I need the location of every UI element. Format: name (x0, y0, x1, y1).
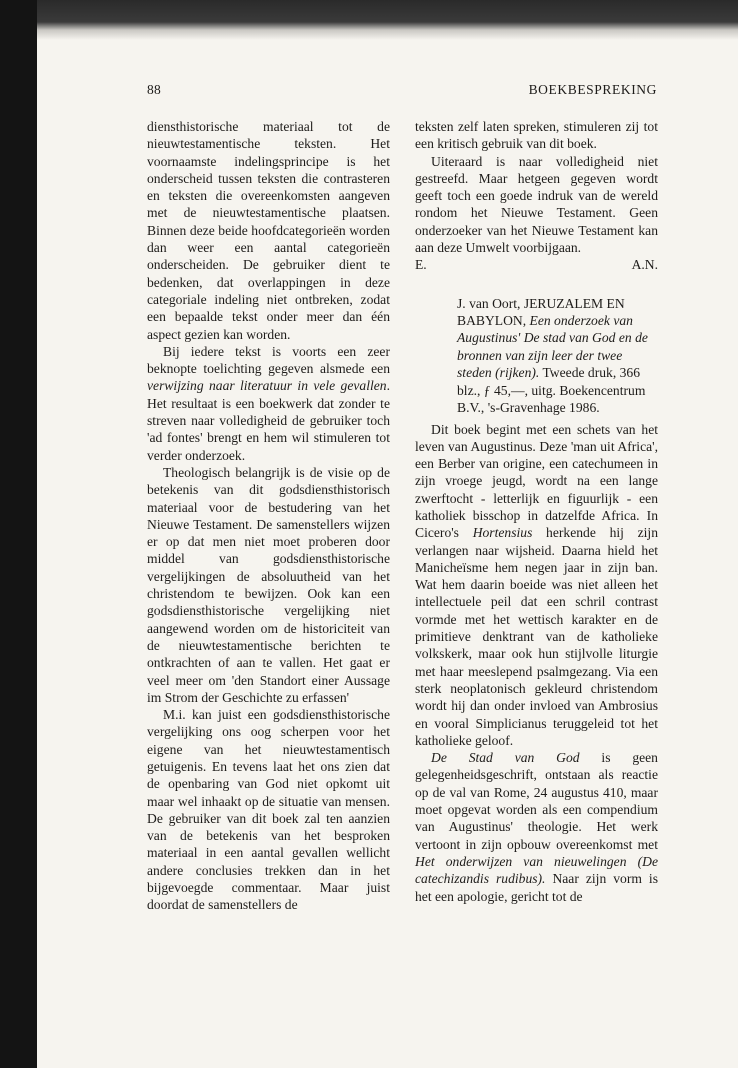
work-title-catechizandis: Het onderwijzen van nieuwelingen (De catechizandis rudibus). (415, 853, 658, 887)
signature-initial-right: A.N. (631, 257, 658, 273)
running-head: BOEKBESPREKING (528, 82, 657, 97)
right-paragraph-2: Uiteraard is naar volledigheid niet gestreefd. Maar hetgeen gegeven wordt geeft toch een goede indruk van de wereld rondom het Nieuwe Testament. Geen onderzoeker van het Nieuwe Testament kan aan deze Umwelt voorbijgaan. (415, 153, 658, 256)
right-paragraph-3: Dit boek begint met een schets van het leven van Augustinus. Deze 'man uit Africa', een Berber van origine, een catechumeen in zijn vroege jeugd, wordt na een lange zwerftocht - letterlijk en figuurlijk - een katholiek bisschop in datzelfde Africa. In Cicero's Hortensius herkende hij zijn verlangen naar wijsheid. Daarna hield het Manicheïsme hem negen jaar in zijn ban. Wat hem daarin boeide was niet alleen het intellectuele peil dat een schril contrast vormde met het wettisch karakter en de primitieve denktrant van de katholieke volkskerk, maar ook hun stijlvolle liturgie met haar meeslepend psalmgezang. Via een sterk neoplatonisch gekleurd christendom wordt hij dan onder invloed van Ambrosius en vooral Simplicianus teruggeleid tot het katholieke geloof. (415, 421, 659, 748)
right-paragraph-1: teksten zelf laten spreken, stimuleren zij tot een kritisch gebruik van dit boek. (415, 119, 658, 152)
left-paragraph-3: Theologisch belangrijk is de visie op de betekenis van dit godsdiensthistorisch materiaal voor de bestudering van het Nieuwe Testament. De samenstellers wijzen er op dat men niet moet proberen door middel van godsdiensthistorische vergelijkingen de absoluutheid van het christendom te bewijzen. Ook kan een godsdiensthistorische vergelijking niet aangewend worden om de historiciteit van de nieuwtestamentische berichten te ontkrachten of aan te vallen. Het gaat er veel meer om 'den Standort einer Aussage im Strom der Geschichte zu erfassen' (147, 464, 390, 705)
page-number: 88 (147, 82, 161, 97)
scan-border-left (0, 0, 37, 1068)
review-signature (415, 256, 658, 273)
book-subtitle: Een onderzoek van Augustinus' De stad van God en de bronnen van zijn leer der twee steden (rijken). (457, 313, 648, 381)
left-paragraph-4: M.i. kan juist een godsdiensthistorische vergelijking ons oog scherpen voor het eigene van het nieuwtestamentisch getuigenis. En tevens laat het ons zien dat de openbaring van God niet opkomt uit maar wel inhaakt op de situatie van mensen. De gebruiker van dit boek zal ten aanzien van de betekenis van het besproken materiaal in een aantal gevallen wellicht andere conclusies trekken dan in het bijgevoegde commentaar. Maar juist doordat de samenstellers de (147, 707, 390, 913)
left-paragraph-2: Bij iedere tekst is voorts een zeer beknopte toelichting gegeven alsmede een verwijzing naar literatuur in vele gevallen. Het resultaat is een boekwerk dat zonder te streven naar volledigheid de gebruiker toch 'ad fontes' brengt en hem wil stimuleren tot verder onderzoek. (147, 343, 390, 463)
book-reference: J. van Oort, JERUZALEM EN BABYLON, Een onderzoek van Augustinus' De stad van God en de bronnen van zijn leer der twee steden (rijken). Tweede druk, 366 blz., ƒ 45,—, uitg. Boekencentrum B.V., 's-Gravenhage 1986. (457, 295, 648, 416)
left-column (147, 118, 390, 914)
right-column (415, 118, 658, 905)
right-paragraph-4: De Stad van God is geen gelegenheidsgeschrift, ontstaan als reactie op de val van Rome, 24 augustus 410, maar moet opgevat worden als een compendium van Augustinus' theologie. Het werk vertoont in zijn opbouw overeenkomst met Het onderwijzen van nieuwelingen (De catechizandis rudibus). Naar zijn vorm is het een apologie, gericht tot de (415, 750, 658, 904)
hortensius-title: Hortensius (472, 525, 533, 541)
scan-border-top (37, 0, 738, 40)
signature-initial-left: E. (415, 257, 427, 273)
work-title-de-stad-van-god: De Stad van God (431, 750, 580, 766)
left-paragraph-1: diensthistorische materiaal tot de nieuwtestamentische teksten. Het voornaamste indelingsprincipe is het onderscheid tussen teksten die contrasteren en teksten die overeenkomsten aangeven met de nieuwtestamentische plaatsen. Binnen deze beide hoofdcategorieën worden dan weer een aantal categorieën onderscheiden. De gebruiker dient te bedenken, dat overlappingen in deze categoriale indeling niet ontbreken, zodat een bepaalde tekst onder meer dan één aspect gezien kan worden. (147, 119, 390, 342)
literature-reference-phrase: verwijzing naar literatuur in vele gevallen (147, 378, 387, 394)
